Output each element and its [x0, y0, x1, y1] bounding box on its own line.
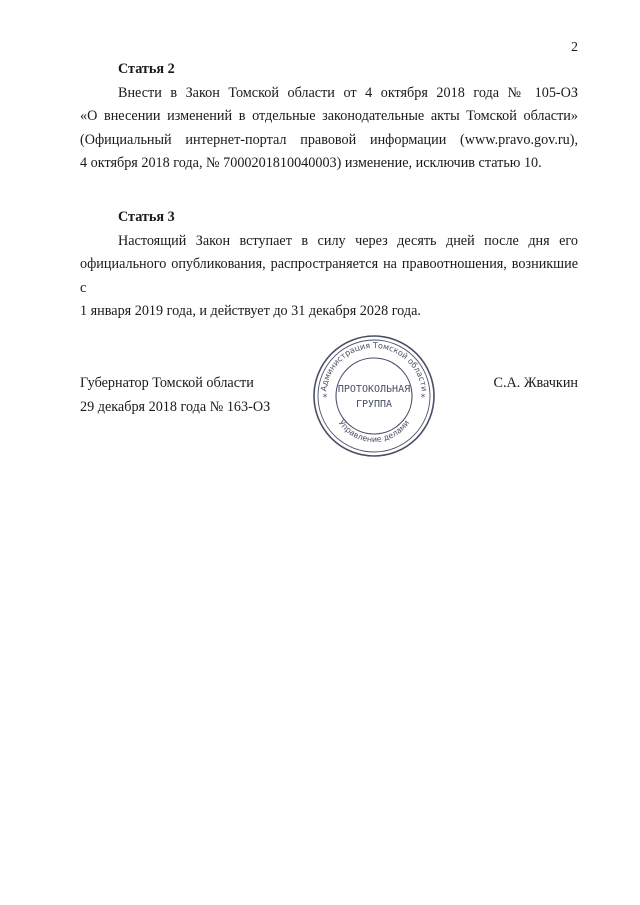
article-3-line: официального опубликования, распространяется на правоотношения, возникшие с: [80, 256, 578, 296]
article-3-line: Настоящий Закон вступает в силу через десять дней после дня его: [118, 232, 578, 249]
stamp-star-right: *: [420, 393, 426, 403]
article-2-line: «О внесении изменений в отдельные законодательные акты Томской области»: [80, 108, 578, 124]
stamp-bottom-text: Управление делами: [336, 418, 412, 445]
stamp-inner-ring: [336, 358, 412, 434]
stamp-star-left: *: [322, 393, 328, 403]
article-3-line: 1 января 2019 года, и действует до 31 декабря 2028 года.: [80, 303, 421, 319]
governor-name: С.А. Жвачкин: [493, 375, 578, 391]
article-2-line: Внести в Закон Томской области от 4 октября 2018 года № 105-ОЗ: [118, 84, 578, 101]
signature-left: [80, 372, 270, 419]
article-3-text: [80, 230, 578, 324]
stamp-center-line1: ПРОТОКОЛЬНАЯ: [337, 384, 411, 395]
law-date-number: 29 декабря 2018 года № 163-ОЗ: [80, 398, 271, 415]
article-2-text: [80, 82, 578, 176]
article-2-title: Статья 2: [118, 61, 175, 77]
governor-title: Губернатор Томской области: [80, 375, 254, 391]
stamp-top-text: Администрация Томской области: [319, 340, 429, 392]
article-3: [80, 206, 578, 324]
article-2-line: (Официальный интернет-портал правовой информации (www.pravo.gov.ru),: [80, 131, 578, 148]
page-number: 2: [571, 40, 578, 55]
stamp-center-line2: ГРУППА: [355, 399, 393, 410]
official-stamp: [312, 334, 436, 458]
article-2-line: 4 октября 2018 года, № 7000201810040003) изменение, исключив статью 10.: [80, 155, 542, 171]
article-2: [80, 58, 578, 176]
article-3-title: Статья 3: [118, 209, 175, 225]
